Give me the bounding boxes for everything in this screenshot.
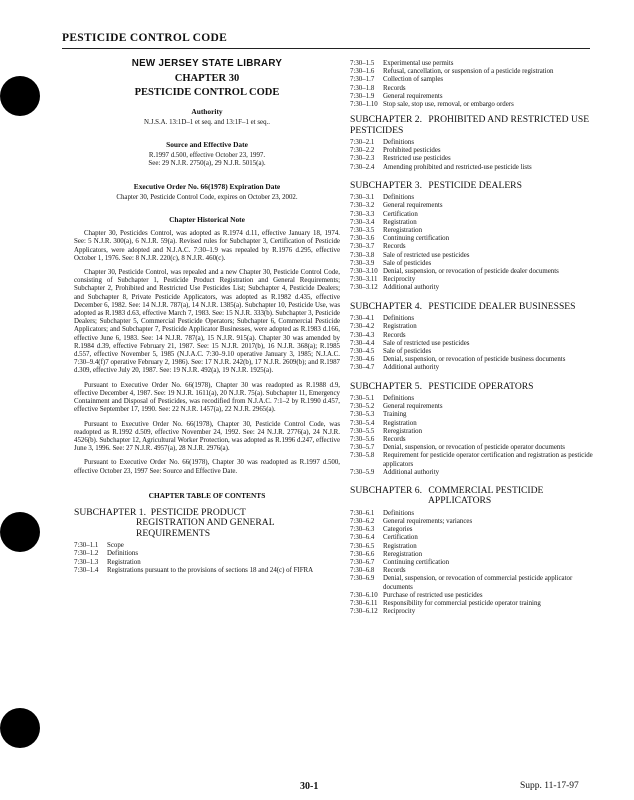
historical-note-paragraph: Pursuant to Executive Order No. 66(1978), Chapter 30, Pesticide Control Code, was readopted as R.1992 d.509, effective November 24, 1992. See: 24 N.J.R. 2776(a), 24 N.J.R. 4526(b). Subchapter 12, Agricultural Worker Protection, was adopted as R.1996 d.247, effective June 3, 1996. See: 27 N.J.R. 4957(a), 28 N.J.R. 2976(a). [74, 420, 340, 453]
section-number: 7:30–5.3 [350, 411, 375, 419]
subchapter-number: SUBCHAPTER 4. [350, 300, 422, 312]
section-number: 7:30–3.11 [350, 276, 378, 284]
subchapter-4-heading [350, 302, 602, 312]
section-number: 7:30–5.9 [350, 468, 375, 476]
toc-section-entry [350, 543, 602, 551]
section-title: General requirements [383, 202, 443, 210]
section-title: Sale of restricted use pesticides [383, 339, 470, 347]
section-number: 7:30–3.4 [350, 218, 375, 226]
section-title: Additional authority [383, 468, 440, 476]
subchapter-title: PESTICIDE PRODUCT [150, 506, 246, 518]
historical-note-paragraph: Pursuant to Executive Order No. 66(1978), Chapter 30 was readopted as R.1997 d.500, effective October 23, 1997 See: Source and Effective Date. [74, 459, 340, 475]
historical-note-heading: Chapter Historical Note [169, 215, 245, 225]
section-number: 7:30–1.10 [350, 101, 378, 109]
section-number: 7:30–4.3 [350, 331, 375, 339]
section-title: Prohibited pesticides [383, 147, 441, 155]
toc-section-entry [350, 194, 602, 202]
toc-section-entry [350, 420, 602, 428]
subchapter-5-heading [350, 382, 602, 392]
toc-section-entry [350, 227, 602, 235]
toc-section-entry [350, 139, 602, 147]
section-title: Registration [383, 323, 417, 331]
toc-section-entry [350, 243, 602, 251]
section-title: Scope [107, 542, 124, 550]
section-number: 7:30–6.12 [350, 608, 378, 616]
section-title: Categories [383, 526, 413, 534]
section-number: 7:30–1.4 [74, 566, 99, 574]
subchapter-3-heading [350, 181, 602, 191]
section-number: 7:30–1.3 [74, 558, 99, 566]
executive-order-text: Chapter 30, Pesticide Control Code, expires on October 23, 2002. [116, 193, 298, 201]
section-number: 7:30–4.7 [350, 364, 375, 372]
chapter-label: CHAPTER 30 [174, 73, 240, 85]
subchapter-title: REQUIREMENTS [136, 527, 211, 539]
section-title: Registration [383, 218, 417, 226]
section-number: 7:30–2.3 [350, 155, 375, 163]
toc-section-entry [350, 235, 602, 243]
toc-heading: CHAPTER TABLE OF CONTENTS [148, 490, 266, 500]
section-title: Definitions [383, 394, 415, 402]
section-number: 7:30–6.9 [350, 575, 375, 583]
running-header [62, 28, 590, 49]
toc-section-entry [350, 469, 602, 477]
section-title: Definitions [383, 194, 415, 202]
section-title: Denial, suspension, or revocation of commercial pesticide applicator documents [383, 575, 573, 591]
section-number: 7:30–4.5 [350, 347, 375, 355]
section-title: Records [383, 567, 406, 575]
chapter-title: PESTICIDE CONTROL CODE [134, 87, 280, 99]
section-title: Responsibility for commercial pesticide operator training [383, 600, 541, 607]
section-title: Stop sale, stop use, removal, or embargo orders [383, 101, 514, 109]
toc-section-entry [74, 567, 340, 575]
subchapter-number: SUBCHAPTER 3. [350, 179, 422, 191]
section-number: 7:30–4.4 [350, 339, 375, 347]
toc-section-entry [74, 550, 340, 558]
section-number: 7:30–5.7 [350, 444, 375, 452]
page-number: 30-1 [300, 781, 319, 792]
toc-section-entry [350, 411, 602, 419]
toc-section-entry [350, 260, 602, 268]
toc-section-entry [350, 68, 602, 76]
section-number: 7:30–6.11 [350, 600, 378, 607]
section-number: 7:30–1.8 [350, 84, 375, 92]
toc-section-entry [350, 155, 602, 163]
section-list [350, 194, 602, 292]
toc-section-entry [350, 551, 602, 559]
toc-section-entry [350, 452, 602, 468]
toc-section-entry [350, 444, 602, 452]
section-title: Sale of pesticides [383, 259, 432, 267]
section-title: Reregistration [383, 427, 423, 435]
section-list [350, 139, 602, 172]
section-number: 7:30–3.6 [350, 235, 375, 243]
section-title: Restricted use pesticides [383, 155, 451, 163]
toc-section-entry [350, 164, 602, 172]
toc-section-entry [350, 60, 602, 68]
section-title: Certification [383, 210, 418, 218]
section-number: 7:30–6.5 [350, 542, 375, 550]
section-title: Registration [383, 419, 417, 427]
toc-section-entry [350, 219, 602, 227]
section-number: 7:30–1.7 [350, 76, 375, 84]
section-list [350, 315, 602, 372]
section-title: Sale of restricted use pesticides [383, 251, 470, 259]
toc-section-entry [350, 510, 602, 518]
section-number: 7:30–3.5 [350, 227, 375, 235]
toc-section-entry [350, 332, 602, 340]
section-title: Records [383, 435, 406, 443]
section-number: 7:30–5.8 [350, 452, 375, 460]
section-number: 7:30–6.8 [350, 567, 375, 575]
subchapter-title: COMMERCIAL PESTICIDE [428, 484, 544, 496]
section-title: Reregistration [383, 550, 423, 558]
section-number: 7:30–5.4 [350, 419, 375, 427]
punch-hole [0, 708, 40, 748]
section-title: Refusal, cancellation, or suspension of a pesticide registration [383, 68, 554, 76]
punch-hole [0, 76, 40, 116]
section-title: Collection of samples [383, 76, 444, 84]
section-title: Continuing certification [383, 235, 450, 243]
subchapter-number: SUBCHAPTER 5. [350, 380, 422, 392]
section-title: Records [383, 243, 406, 251]
section-number: 7:30–5.5 [350, 427, 375, 435]
section-number: 7:30–3.3 [350, 210, 375, 218]
section-number: 7:30–6.1 [350, 509, 375, 517]
section-number: 7:30–1.6 [350, 68, 375, 76]
library-stamp: NEW JERSEY STATE LIBRARY [131, 58, 283, 69]
section-title: Definitions [383, 139, 415, 147]
section-number: 7:30–6.6 [350, 550, 375, 558]
section-number: 7:30–5.6 [350, 435, 375, 443]
toc-section-entry [350, 202, 602, 210]
section-number: 7:30–3.8 [350, 251, 375, 259]
subchapter-title: PROHIBITED AND RESTRICTED USE PESTICIDES [350, 114, 590, 136]
section-title: Denial, suspension, or revocation of pesticide business documents [383, 356, 566, 364]
section-title: General requirements [383, 92, 443, 100]
section-list [74, 542, 340, 575]
section-title: Definitions [107, 550, 139, 558]
toc-section-entry [350, 395, 602, 403]
toc-section-entry [350, 348, 602, 356]
toc-section-entry [350, 268, 602, 276]
toc-section-entry [350, 356, 602, 364]
subchapter-title: PESTICIDE DEALER BUSINESSES [428, 300, 576, 312]
section-number: 7:30–6.7 [350, 558, 375, 566]
section-number: 7:30–5.1 [350, 394, 375, 402]
toc-section-entry [350, 211, 602, 219]
section-number: 7:30–6.3 [350, 526, 375, 534]
subchapter-number: SUBCHAPTER 1. [74, 506, 146, 518]
section-title: Training [383, 411, 407, 419]
historical-note-paragraph: Chapter 30, Pesticides Control, was adopted as R.1974 d.11, effective January 18, 1974. See: 5 N.J.R. 300(a), 6 N.J.R. 59(a). Revised rules for Subchapter 3, Certification of Pesticide Applicators, were adopted and N.J.A.C. 7:30–1.9 was repealed by R.1976 d.295, effective October 1, 1976. See: 8 N.J.R. 220(c), 8 N.J.R. 460(c). [74, 230, 340, 262]
section-title: Reciprocity [383, 276, 416, 284]
section-number: 7:30–4.6 [350, 356, 375, 364]
subchapter-2-heading [350, 115, 602, 136]
section-number: 7:30–2.2 [350, 147, 375, 155]
toc-section-entry [350, 600, 602, 608]
section-title: Records [383, 331, 406, 339]
source-line: See: 29 N.J.R. 2750(a), 29 N.J.R. 5015(a). [148, 160, 266, 168]
section-list [350, 60, 602, 109]
subchapter-number: SUBCHAPTER 6. [350, 484, 422, 496]
toc-section-entry [350, 436, 602, 444]
section-number: 7:30–4.1 [350, 315, 375, 323]
toc-section-entry [350, 85, 602, 93]
subchapter-title: PESTICIDE OPERATORS [428, 380, 534, 392]
toc-section-entry [350, 76, 602, 84]
section-title: Registrations pursuant to the provisions of sections 18 and 24(c) of FIFRA [107, 566, 314, 574]
toc-section-entry [350, 403, 602, 411]
subchapter-1-heading [74, 508, 340, 539]
toc-section-entry [350, 526, 602, 534]
toc-section-entry [350, 428, 602, 436]
section-title: General requirements [383, 403, 443, 411]
toc-section-entry [350, 592, 602, 600]
section-title: Denial, suspension, or revocation of pesticide operator documents [383, 444, 565, 452]
section-number: 7:30–3.12 [350, 284, 378, 292]
toc-section-entry [350, 608, 602, 616]
section-number: 7:30–1.5 [350, 60, 375, 67]
section-title: Registration [383, 542, 417, 550]
subchapter-title: REGISTRATION AND GENERAL [136, 517, 275, 529]
section-number: 7:30–3.1 [350, 194, 375, 202]
section-list [350, 395, 602, 477]
subchapter-title: APPLICATORS [428, 495, 492, 507]
section-number: 7:30–3.10 [350, 268, 378, 276]
toc-section-entry [350, 364, 602, 372]
toc-section-entry [74, 559, 340, 567]
section-title: Definitions [383, 509, 415, 517]
section-number: 7:30–5.2 [350, 403, 375, 411]
section-title: Additional authority [383, 364, 440, 372]
historical-note-paragraph: Chapter 30, Pesticide Control, was repealed and a new Chapter 30, Pesticide Control Code, consisting of Subchapter 1, Pesticide Product Registration and General Requirements; Subchapter 2, Prohibited and Restricted Use Pesticides List; Subchapter 4, Pesticide Dealers; and Subchapter 8, Private Pesticide Applicators, was adopted as R.1982 d.435, effective December 6, 1982. See: 14 N.J.R. 787(a), 14 N.J.R. 1385(a). Subchapter 10, Pesticide Use, was adopted as R.1983 d.63, effective March 7, 1983. See: 15 N.J.R. 333(b). Subchapter 3, Pesticide Dealers; Subchapter 5, Commercial Pesticide Operators; Subchapter 6, Commercial Pesticide Applicators; and Subchapter 7, Pesticide Applicator Businesses, were adopted as R.1983 d.166, effective June 6, 1983. See: 14 N.J.R. 787(a), 15 N.J.R. 915(a). Chapter 30 was amended by R.1984 d.39, effective February 21, 1987. See: 15 N.J.R. 2017(b), 16 N.J.R. 368(a); R.1985 d.557, effective November 5, 1985 (N.J.A.C. 7:30–9.10 operative January 3, 1985; N.J.A.C. 7:30–9.4(f)7 operative February 2, 1986). See: 17 N.J.R. 242(b), 17 N.J.R. 2609(b); and R.1987 d.309, effective July 20, 1987. See: 19 N.J.R. 492(a), 19 N.J.R. 1925(a). [74, 269, 340, 375]
toc-section-entry [350, 93, 602, 101]
section-title: Reciprocity [383, 608, 416, 616]
section-title: Registration [107, 558, 141, 566]
section-number: 7:30–3.2 [350, 202, 375, 210]
toc-section-entry [350, 252, 602, 260]
section-title: Purchase of restricted use pesticides [383, 591, 483, 599]
toc-section-entry [350, 567, 602, 575]
section-title: Definitions [383, 315, 415, 323]
toc-section-entry [350, 101, 602, 109]
source-line: R.1997 d.500, effective October 23, 1997. [148, 152, 266, 160]
section-title: General requirements; variances [383, 517, 473, 525]
section-title: Continuing certification [383, 558, 450, 566]
section-title: Additional authority [383, 284, 440, 292]
toc-section-entry [74, 542, 340, 550]
section-list [350, 510, 602, 617]
toc-section-entry [350, 534, 602, 542]
section-title: Records [383, 84, 406, 92]
section-number: 7:30–2.4 [350, 163, 375, 171]
toc-section-entry [350, 518, 602, 526]
section-title: Amending prohibited and restricted-use pesticide lists [383, 163, 532, 171]
toc-section-entry [350, 575, 602, 591]
section-title: Requirement for pesticide operator certification and registration as pesticide applicators [383, 452, 593, 468]
section-number: 7:30–6.2 [350, 517, 375, 525]
section-number: 7:30–2.1 [350, 139, 375, 147]
toc-section-entry [350, 559, 602, 567]
authority-text: N.J.S.A. 13:1D–1 et seq. and 13:1F–1 et seq.. [144, 118, 270, 126]
supplement-date: Supp. 11-17-97 [520, 781, 579, 791]
toc-section-entry [350, 147, 602, 155]
section-title: Reregistration [383, 227, 423, 235]
running-header-title: PESTICIDE CONTROL CODE [62, 32, 228, 44]
section-number: 7:30–1.1 [74, 542, 99, 550]
section-number: 7:30–3.9 [350, 259, 375, 267]
toc-section-entry [350, 323, 602, 331]
section-number: 7:30–6.10 [350, 591, 378, 599]
punch-hole [0, 512, 40, 552]
section-number: 7:30–4.2 [350, 323, 375, 331]
toc-section-entry [350, 284, 602, 292]
section-number: 7:30–1.2 [74, 550, 99, 558]
subchapter-number: SUBCHAPTER 2. [350, 114, 422, 126]
subchapter-title: PESTICIDE DEALERS [428, 179, 522, 191]
toc-section-entry [350, 315, 602, 323]
executive-order-heading: Executive Order No. 66(1978) Expiration Date [133, 181, 281, 191]
section-title: Certification [383, 534, 418, 542]
section-title: Denial, suspension, or revocation of pesticide dealer documents [383, 268, 559, 276]
source-heading: Source and Effective Date [166, 140, 248, 150]
right-column [350, 60, 602, 616]
section-number: 7:30–1.9 [350, 92, 375, 100]
section-title: Sale of pesticides [383, 347, 432, 355]
subchapter-6-heading [350, 486, 602, 507]
toc-section-entry [350, 340, 602, 348]
section-number: 7:30–6.4 [350, 534, 375, 542]
historical-note-paragraph: Pursuant to Executive Order No. 66(1978), Chapter 30 was readopted as R.1988 d.9, effective December 4, 1987. See: 19 N.J.R. 1611(a), 20 N.J.R. 75(a). Subchapter 11, Emergency Containment and Disposal of Pesticides, was recodified from N.J.A.C. 7:1–2 by R.1990 d.457, effective September 17, 1990. See: 22 N.J.R. 1457(a), 22 N.J.R. 2965(a). [74, 381, 340, 414]
left-column [74, 60, 340, 575]
toc-section-entry [350, 276, 602, 284]
authority-heading: Authority [191, 106, 223, 116]
section-title: Experimental use permits [383, 60, 454, 67]
section-number: 7:30–3.7 [350, 243, 375, 251]
